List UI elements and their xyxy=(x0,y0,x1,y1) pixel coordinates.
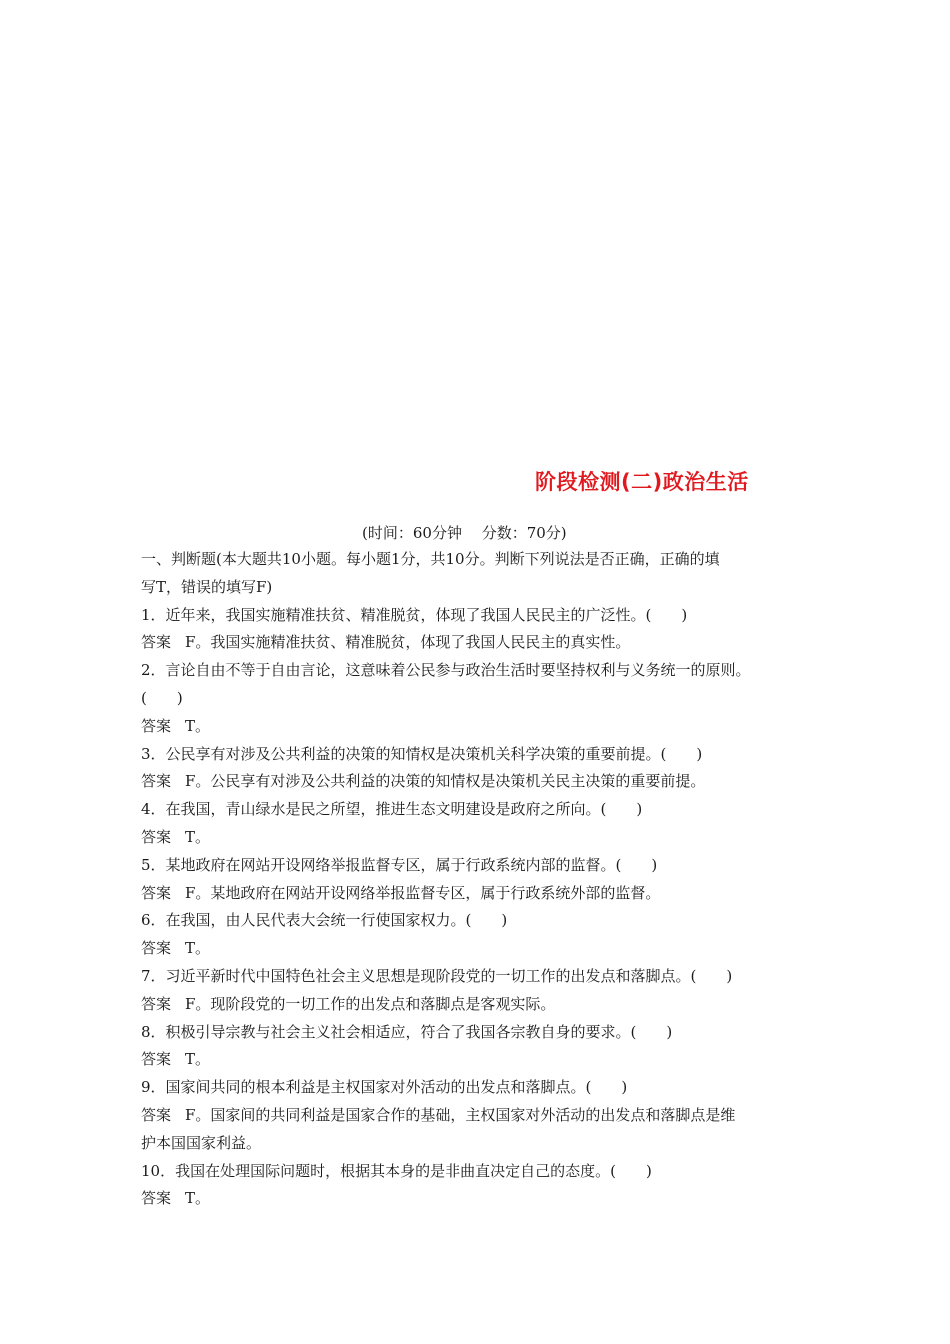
section-heading-line-2: 写T，错误的填写F) xyxy=(141,577,273,596)
answer-line xyxy=(141,629,821,657)
answer-label: 答案 xyxy=(141,772,172,791)
answer-label: 答案 xyxy=(141,939,172,958)
question-text: 8．积极引导宗教与社会主义社会相适应，符合了我国各宗教自身的要求。( ) xyxy=(141,1022,673,1041)
answer-line xyxy=(141,1185,821,1213)
answer-text-continued: 护本国国家利益。 xyxy=(141,1133,262,1152)
question-text: 4．在我国，青山绿水是民之所望，推进生态文明建设是政府之所向。( ) xyxy=(141,800,643,819)
answer-line xyxy=(141,768,821,796)
question-text: 10．我国在处理国际问题时，根据其本身的是非曲直决定自己的态度。( ) xyxy=(141,1161,652,1180)
answer-line xyxy=(141,824,821,852)
question-item xyxy=(141,602,821,658)
answer-label: 答案 xyxy=(141,1105,172,1124)
answer-line xyxy=(141,935,821,963)
answer-text: F。公民享有对涉及公共利益的决策的知情权是决策机关民主决策的重要前提。 xyxy=(185,772,706,791)
question-list xyxy=(141,602,821,1214)
answer-label: 答案 xyxy=(141,716,172,735)
answer-label: 答案 xyxy=(141,883,172,902)
question-text: 6．在我国，由人民代表大会统一行使国家权力。( ) xyxy=(141,911,508,930)
answer-text: T。 xyxy=(185,827,211,846)
question-item xyxy=(141,852,821,908)
answer-text: T。 xyxy=(185,1189,211,1208)
answer-label: 答案 xyxy=(141,827,172,846)
answer-line xyxy=(141,1046,821,1074)
answer-line xyxy=(141,991,821,1019)
question-text: 1．近年来，我国实施精准扶贫、精准脱贫，体现了我国人民民主的广泛性。( ) xyxy=(141,605,688,624)
question-text: 2．言论自由不等于自由言论，这意味着公民参与政治生活时要坚持权利与义务统一的原则。 xyxy=(141,661,751,680)
answer-text: T。 xyxy=(185,1050,211,1069)
page-title: 阶段检测(二)政治生活 xyxy=(535,470,749,494)
answer-text: F。我国实施精准扶贫、精准脱贫，体现了我国人民民主的真实性。 xyxy=(185,633,631,652)
answer-text: F。某地政府在网站开设网络举报监督专区，属于行政系统外部的监督。 xyxy=(185,883,661,902)
answer-text: T。 xyxy=(185,716,211,735)
question-item xyxy=(141,657,821,740)
exam-info: (时间：60分钟 分数：70分) xyxy=(362,524,567,542)
document-body xyxy=(141,546,821,1213)
answer-label: 答案 xyxy=(141,633,172,652)
answer-text: T。 xyxy=(185,939,211,958)
answer-text: F。国家间的共同利益是国家合作的基础，主权国家对外活动的出发点和落脚点是维 xyxy=(185,1105,736,1124)
answer-line xyxy=(141,880,821,908)
answer-label: 答案 xyxy=(141,1050,172,1069)
question-item xyxy=(141,907,821,963)
question-text: 7．习近平新时代中国特色社会主义思想是现阶段党的一切工作的出发点和落脚点。( ) xyxy=(141,966,733,985)
question-item xyxy=(141,1074,821,1157)
answer-label: 答案 xyxy=(141,1189,172,1208)
answer-label: 答案 xyxy=(141,994,172,1013)
question-text: ( ) xyxy=(141,688,183,707)
question-text: 3．公民享有对涉及公共利益的决策的知情权是决策机关科学决策的重要前提。( ) xyxy=(141,744,703,763)
question-item xyxy=(141,1158,821,1214)
answer-line xyxy=(141,1102,821,1130)
question-item xyxy=(141,796,821,852)
answer-line xyxy=(141,713,821,741)
answer-text: F。现阶段党的一切工作的出发点和落脚点是客观实际。 xyxy=(185,994,556,1013)
question-item xyxy=(141,741,821,797)
question-item xyxy=(141,1019,821,1075)
question-text: 9．国家间共同的根本利益是主权国家对外活动的出发点和落脚点。( ) xyxy=(141,1078,628,1097)
question-text: 5．某地政府在网站开设网络举报监督专区，属于行政系统内部的监督。( ) xyxy=(141,855,658,874)
question-item xyxy=(141,963,821,1019)
section-heading-line-1: 一、判断题(本大题共10小题。每小题1分，共10分。判断下列说法是否正确，正确的填 xyxy=(141,550,720,568)
